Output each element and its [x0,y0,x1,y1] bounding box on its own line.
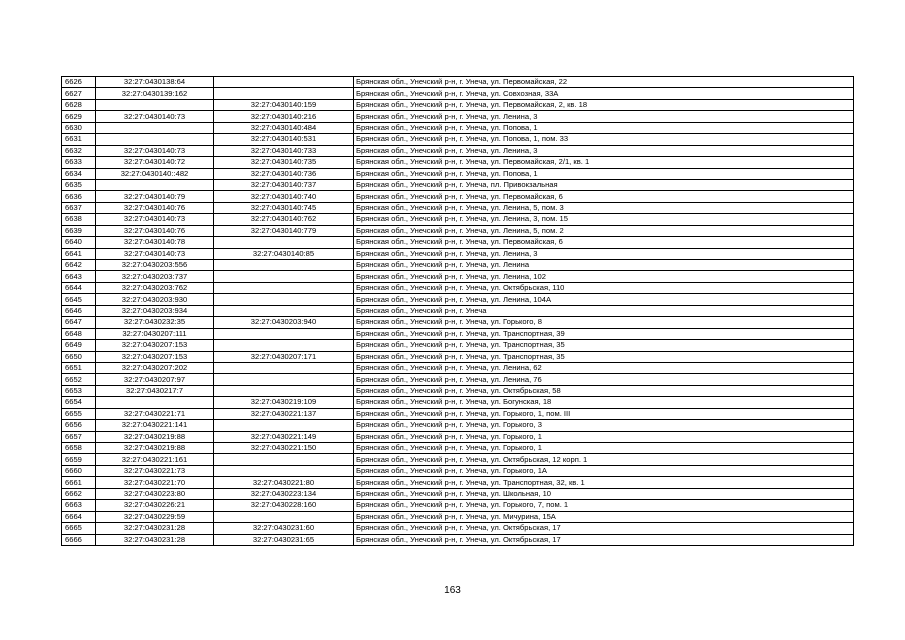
address-cell: Брянская обл., Унечский р-н, г. Унеча, ул. Горького, 7, пом. 1 [354,500,854,511]
address-cell: Брянская обл., Унечский р-н, г. Унеча, ул. Мичурина, 15А [354,511,854,522]
address-cell: Брянская обл., Унечский р-н, г. Унеча, ул. Попова, 1 [354,122,854,133]
address-cell: Брянская обл., Унечский р-н, г. Унеча, ул. Ленина, 3 [354,248,854,259]
row-number-cell: 6635 [62,179,96,190]
table-row [62,168,854,179]
registry-table [61,76,854,546]
land-cadastral-number-cell: 32:27:0430203:556 [96,260,214,271]
address-cell: Брянская обл., Унечский р-н, г. Унеча, ул. Транспортная, 35 [354,351,854,362]
object-cadastral-number-cell [214,260,354,271]
land-cadastral-number-cell: 32:27:0430140:76 [96,202,214,213]
land-cadastral-number-cell: 32:27:0430140:73 [96,214,214,225]
land-cadastral-number-cell [96,134,214,145]
table-row [62,397,854,408]
table-row [62,534,854,545]
row-number-cell: 6641 [62,248,96,259]
table-row [62,500,854,511]
row-number-cell: 6629 [62,111,96,122]
row-number-cell: 6664 [62,511,96,522]
table-row [62,282,854,293]
table-row [62,157,854,168]
address-cell: Брянская обл., Унечский р-н, г. Унеча, ул. Ленина, 5, пом. 2 [354,225,854,236]
land-cadastral-number-cell: 32:27:0430140:73 [96,145,214,156]
object-cadastral-number-cell [214,511,354,522]
address-cell: Брянская обл., Унечский р-н, г. Унеча, ул. Ленина, 62 [354,362,854,373]
object-cadastral-number-cell: 32:27:0430228:160 [214,500,354,511]
table-row [62,351,854,362]
address-cell: Брянская обл., Унечский р-н, г. Унеча, ул. Попова, 1, пом. 33 [354,134,854,145]
object-cadastral-number-cell [214,465,354,476]
row-number-cell: 6632 [62,145,96,156]
address-cell: Брянская обл., Унечский р-н, г. Унеча, ул. Школьная, 10 [354,488,854,499]
row-number-cell: 6633 [62,157,96,168]
object-cadastral-number-cell: 32:27:0430140:740 [214,191,354,202]
land-cadastral-number-cell: 32:27:0430203:737 [96,271,214,282]
land-cadastral-number-cell: 32:27:0430229:59 [96,511,214,522]
row-number-cell: 6639 [62,225,96,236]
land-cadastral-number-cell: 32:27:0430138:64 [96,77,214,88]
row-number-cell: 6648 [62,328,96,339]
address-cell: Брянская обл., Унечский р-н, г. Унеча, ул. Октябрьская, 58 [354,385,854,396]
land-cadastral-number-cell [96,122,214,133]
address-cell: Брянская обл., Унечский р-н, г. Унеча, ул. Ленина [354,260,854,271]
table-row [62,465,854,476]
address-cell: Брянская обл., Унечский р-н, г. Унеча, ул. Горького, 1, пом. III [354,408,854,419]
land-cadastral-number-cell: 32:27:0430223:80 [96,488,214,499]
land-cadastral-number-cell: 32:27:0430140:73 [96,111,214,122]
object-cadastral-number-cell [214,305,354,316]
object-cadastral-number-cell [214,420,354,431]
land-cadastral-number-cell: 32:27:0430221:71 [96,408,214,419]
land-cadastral-number-cell: 32:27:0430221:73 [96,465,214,476]
address-cell: Брянская обл., Унечский р-н, г. Унеча, ул. Транспортная, 32, кв. 1 [354,477,854,488]
table-row [62,179,854,190]
address-cell: Брянская обл., Унечский р-н, г. Унеча, ул. Октябрьская, 17 [354,534,854,545]
object-cadastral-number-cell [214,294,354,305]
object-cadastral-number-cell: 32:27:0430140:779 [214,225,354,236]
table-row [62,523,854,534]
table-row [62,488,854,499]
row-number-cell: 6659 [62,454,96,465]
land-cadastral-number-cell: 32:27:0430207:111 [96,328,214,339]
row-number-cell: 6652 [62,374,96,385]
land-cadastral-number-cell: 32:27:0430221:141 [96,420,214,431]
table-row [62,420,854,431]
object-cadastral-number-cell: 32:27:0430203:940 [214,317,354,328]
address-cell: Брянская обл., Унечский р-н, г. Унеча, ул. Первомайская, 6 [354,237,854,248]
object-cadastral-number-cell: 32:27:0430140:216 [214,111,354,122]
address-cell: Брянская обл., Унечский р-н, г. Унеча, ул. Горького, 1 [354,431,854,442]
table-row [62,385,854,396]
row-number-cell: 6660 [62,465,96,476]
table-row [62,374,854,385]
table-row [62,443,854,454]
address-cell: Брянская обл., Унечский р-н, г. Унеча, ул. Первомайская, 6 [354,191,854,202]
address-cell: Брянская обл., Унечский р-н, г. Унеча, ул. Ленина, 3 [354,111,854,122]
object-cadastral-number-cell: 32:27:0430219:109 [214,397,354,408]
address-cell: Брянская обл., Унечский р-н, г. Унеча, пл. Привокзальная [354,179,854,190]
address-cell: Брянская обл., Унечский р-н, г. Унеча, ул. Ленина, 3, пом. 15 [354,214,854,225]
row-number-cell: 6665 [62,523,96,534]
land-cadastral-number-cell: 32:27:0430219:88 [96,431,214,442]
object-cadastral-number-cell: 32:27:0430140:737 [214,179,354,190]
land-cadastral-number-cell [96,397,214,408]
table-row [62,431,854,442]
land-cadastral-number-cell: 32:27:0430140:76 [96,225,214,236]
address-cell: Брянская обл., Унечский р-н, г. Унеча, ул. Ленина, 102 [354,271,854,282]
address-cell: Брянская обл., Унечский р-н, г. Унеча, ул. Ленина, 104А [354,294,854,305]
object-cadastral-number-cell [214,282,354,293]
address-cell: Брянская обл., Унечский р-н, г. Унеча, ул. Первомайская, 2, кв. 18 [354,99,854,110]
object-cadastral-number-cell: 32:27:0430221:80 [214,477,354,488]
address-cell: Брянская обл., Унечский р-н, г. Унеча, ул. Первомайская, 2/1, кв. 1 [354,157,854,168]
land-cadastral-number-cell: 32:27:0430203:930 [96,294,214,305]
address-cell: Брянская обл., Унечский р-н, г. Унеча, ул. Горького, 8 [354,317,854,328]
object-cadastral-number-cell: 32:27:0430223:134 [214,488,354,499]
table-row [62,237,854,248]
address-cell: Брянская обл., Унечский р-н, г. Унеча, ул. Октябрьская, 12 корп. 1 [354,454,854,465]
table-row [62,145,854,156]
address-cell: Брянская обл., Унечский р-н, г. Унеча, ул. Ленина, 76 [354,374,854,385]
row-number-cell: 6666 [62,534,96,545]
table-row [62,77,854,88]
object-cadastral-number-cell: 32:27:0430140:531 [214,134,354,145]
table-row [62,99,854,110]
table-row [62,328,854,339]
address-cell: Брянская обл., Унечский р-н, г. Унеча, ул. Совхозная, 33А [354,88,854,99]
object-cadastral-number-cell [214,328,354,339]
row-number-cell: 6647 [62,317,96,328]
object-cadastral-number-cell: 32:27:0430221:149 [214,431,354,442]
table-row [62,454,854,465]
row-number-cell: 6644 [62,282,96,293]
row-number-cell: 6643 [62,271,96,282]
object-cadastral-number-cell: 32:27:0430221:137 [214,408,354,419]
table-row [62,260,854,271]
land-cadastral-number-cell: 32:27:0430140:78 [96,237,214,248]
object-cadastral-number-cell [214,454,354,465]
object-cadastral-number-cell [214,340,354,351]
land-cadastral-number-cell: 32:27:0430221:70 [96,477,214,488]
row-number-cell: 6655 [62,408,96,419]
land-cadastral-number-cell: 32:27:0430231:28 [96,523,214,534]
land-cadastral-number-cell: 32:27:0430207:202 [96,362,214,373]
address-cell: Брянская обл., Унечский р-н, г. Унеча, ул. Октябрьская, 17 [354,523,854,534]
row-number-cell: 6627 [62,88,96,99]
row-number-cell: 6636 [62,191,96,202]
land-cadastral-number-cell: 32:27:0430231:28 [96,534,214,545]
object-cadastral-number-cell: 32:27:0430140:745 [214,202,354,213]
row-number-cell: 6649 [62,340,96,351]
object-cadastral-number-cell: 32:27:0430231:65 [214,534,354,545]
address-cell: Брянская обл., Унечский р-н, г. Унеча, ул. Первомайская, 22 [354,77,854,88]
table-row [62,511,854,522]
object-cadastral-number-cell [214,385,354,396]
land-cadastral-number-cell: 32:27:0430217:7 [96,385,214,396]
table-row [62,214,854,225]
address-cell: Брянская обл., Унечский р-н, г. Унеча, ул. Октябрьская, 110 [354,282,854,293]
table-row [62,111,854,122]
table-row [62,408,854,419]
row-number-cell: 6663 [62,500,96,511]
land-cadastral-number-cell: 32:27:0430207:97 [96,374,214,385]
row-number-cell: 6661 [62,477,96,488]
address-cell: Брянская обл., Унечский р-н, г. Унеча, ул. Горького, 3 [354,420,854,431]
object-cadastral-number-cell: 32:27:0430231:60 [214,523,354,534]
address-cell: Брянская обл., Унечский р-н, г. Унеча, ул. Транспортная, 35 [354,340,854,351]
row-number-cell: 6653 [62,385,96,396]
row-number-cell: 6634 [62,168,96,179]
object-cadastral-number-cell [214,271,354,282]
row-number-cell: 6630 [62,122,96,133]
row-number-cell: 6631 [62,134,96,145]
object-cadastral-number-cell [214,77,354,88]
address-cell: Брянская обл., Унечский р-н, г. Унеча [354,305,854,316]
row-number-cell: 6656 [62,420,96,431]
table-row [62,305,854,316]
row-number-cell: 6637 [62,202,96,213]
object-cadastral-number-cell: 32:27:0430140:85 [214,248,354,259]
address-cell: Брянская обл., Унечский р-н, г. Унеча, ул. Ленина, 3 [354,145,854,156]
table-row [62,225,854,236]
land-cadastral-number-cell: 32:27:0430207:153 [96,340,214,351]
table-row [62,340,854,351]
object-cadastral-number-cell [214,237,354,248]
row-number-cell: 6657 [62,431,96,442]
address-cell: Брянская обл., Унечский р-н, г. Унеча, ул. Горького, 1А [354,465,854,476]
table-row [62,477,854,488]
object-cadastral-number-cell: 32:27:0430207:171 [214,351,354,362]
object-cadastral-number-cell [214,374,354,385]
address-cell: Брянская обл., Унечский р-н, г. Унеча, ул. Попова, 1 [354,168,854,179]
object-cadastral-number-cell: 32:27:0430140:736 [214,168,354,179]
land-cadastral-number-cell: 32:27:0430203:762 [96,282,214,293]
land-cadastral-number-cell: 32:27:0430232:35 [96,317,214,328]
page-number: 163 [444,585,461,596]
row-number-cell: 6642 [62,260,96,271]
table-row [62,362,854,373]
land-cadastral-number-cell [96,179,214,190]
table-row [62,294,854,305]
row-number-cell: 6645 [62,294,96,305]
address-cell: Брянская обл., Унечский р-н, г. Унеча, ул. Ленина, 5, пом. 3 [354,202,854,213]
row-number-cell: 6626 [62,77,96,88]
object-cadastral-number-cell [214,88,354,99]
table-row [62,317,854,328]
land-cadastral-number-cell: 32:27:0430140::482 [96,168,214,179]
object-cadastral-number-cell: 32:27:0430140:484 [214,122,354,133]
land-cadastral-number-cell: 32:27:0430140:73 [96,248,214,259]
table-row [62,248,854,259]
land-cadastral-number-cell: 32:27:0430140:72 [96,157,214,168]
object-cadastral-number-cell: 32:27:0430140:762 [214,214,354,225]
land-cadastral-number-cell [96,99,214,110]
object-cadastral-number-cell: 32:27:0430140:733 [214,145,354,156]
row-number-cell: 6628 [62,99,96,110]
object-cadastral-number-cell [214,362,354,373]
address-cell: Брянская обл., Унечский р-н, г. Унеча, ул. Транспортная, 39 [354,328,854,339]
address-cell: Брянская обл., Унечский р-н, г. Унеча, ул. Богунская, 18 [354,397,854,408]
row-number-cell: 6640 [62,237,96,248]
address-cell: Брянская обл., Унечский р-н, г. Унеча, ул. Горького, 1 [354,443,854,454]
land-cadastral-number-cell: 32:27:0430203:934 [96,305,214,316]
object-cadastral-number-cell: 32:27:0430140:735 [214,157,354,168]
table-row [62,88,854,99]
object-cadastral-number-cell: 32:27:0430221:150 [214,443,354,454]
object-cadastral-number-cell: 32:27:0430140:159 [214,99,354,110]
table-row [62,271,854,282]
row-number-cell: 6658 [62,443,96,454]
land-cadastral-number-cell: 32:27:0430226:21 [96,500,214,511]
row-number-cell: 6650 [62,351,96,362]
table-row [62,122,854,133]
land-cadastral-number-cell: 32:27:0430139:162 [96,88,214,99]
land-cadastral-number-cell: 32:27:0430207:153 [96,351,214,362]
row-number-cell: 6646 [62,305,96,316]
registry-table-body [62,77,854,546]
row-number-cell: 6662 [62,488,96,499]
table-row [62,134,854,145]
row-number-cell: 6638 [62,214,96,225]
table-row [62,202,854,213]
land-cadastral-number-cell: 32:27:0430219:88 [96,443,214,454]
row-number-cell: 6654 [62,397,96,408]
row-number-cell: 6651 [62,362,96,373]
land-cadastral-number-cell: 32:27:0430221:161 [96,454,214,465]
land-cadastral-number-cell: 32:27:0430140:79 [96,191,214,202]
table-row [62,191,854,202]
